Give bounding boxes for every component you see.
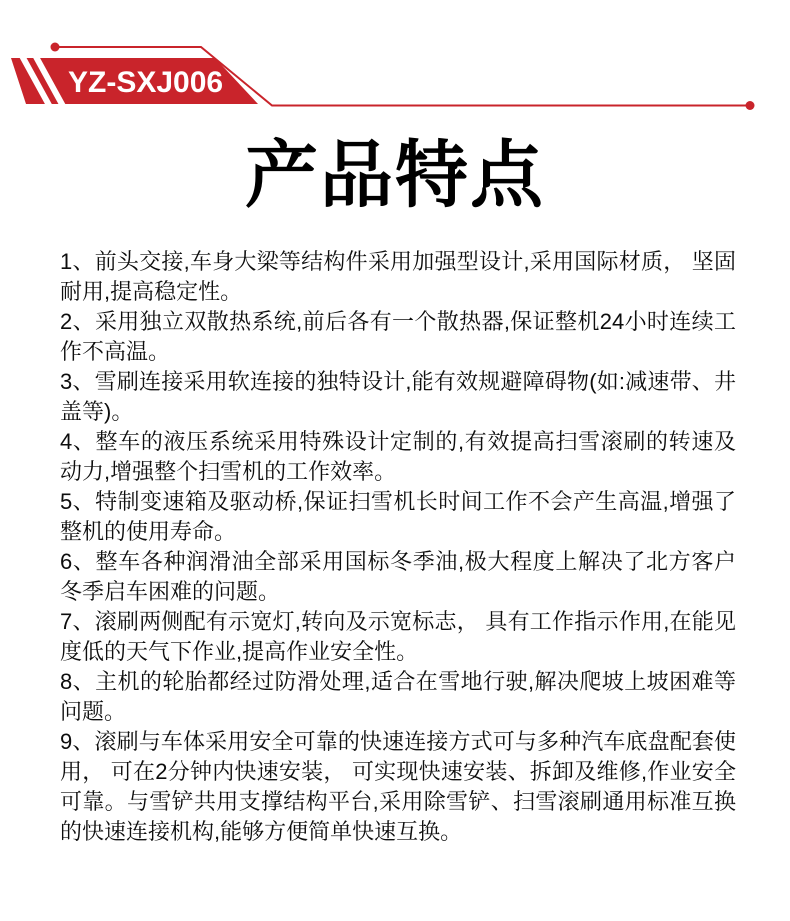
feature-item-2: 2、采用独立双散热系统,前后各有一个散热器,保证整机24小时连续工作不高温。 [60, 309, 736, 364]
feature-item-9: 9、滚刷与车体采用安全可靠的快速连接方式可与多种汽车底盘配套使用， 可在2分钟内快速安装， 可实现快速安装、拆卸及维修,作业安全可靠。与雪铲共用支撑结构平台,采用除雪铲、扫雪滚刷通用标准互换的快速连接机构,能够方便简单快速互换。 [60, 729, 736, 844]
feature-item-1: 1、前头交接,车身大梁等结构件采用加强型设计,采用国际材质， 坚固耐用,提高稳定性。 [60, 249, 736, 304]
page-title: 产品特点 [245, 135, 545, 216]
feature-item-3: 3、雪刷连接采用软连接的独特设计,能有效规避障碍物(如:减速带、井盖等)。 [60, 369, 736, 424]
feature-item-8: 8、主机的轮胎都经过防滑处理,适合在雪地行驶,解决爬坡上坡困难等问题。 [60, 669, 736, 724]
feature-item-6: 6、整车各种润滑油全部采用国标冬季油,极大程度上解决了北方客户冬季启车困难的问题。 [60, 549, 736, 604]
model-badge-label: YZ-SXJ006 [68, 66, 224, 99]
header-banner-graphic [0, 0, 790, 120]
feature-list [0, 247, 790, 847]
feature-item-4: 4、整车的液压系统采用特殊设计定制的,有效提高扫雪滚刷的转速及动力,增强整个扫雪机的工作效率。 [60, 429, 736, 484]
feature-item-7: 7、滚刷两侧配有示宽灯,转向及示宽标志， 具有工作指示作用,在能见度低的天气下作业,提高作业安全性。 [60, 609, 736, 664]
line-dot-right [746, 101, 755, 110]
feature-item-5: 5、特制变速箱及驱动桥,保证扫雪机长时间工作不会产生高温,增强了整机的使用寿命。 [60, 489, 736, 544]
